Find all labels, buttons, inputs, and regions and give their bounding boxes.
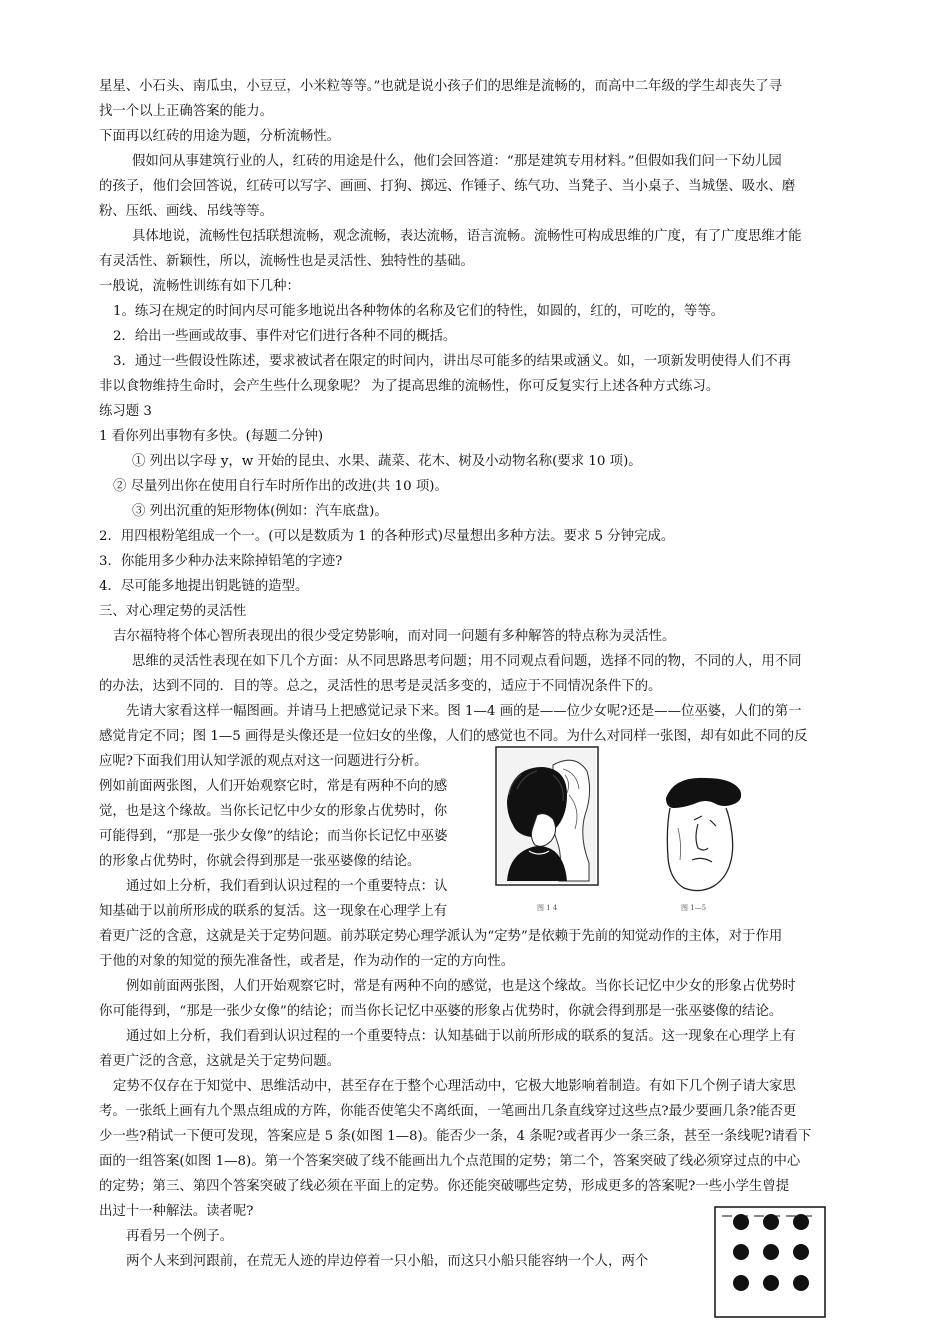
text-line: 通过如上分析，我们看到认识过程的一个重要特点：认 [126, 879, 448, 894]
text-line: 知基础于以前所形成的联系的复活。这一现象在心理学上有 [99, 904, 448, 919]
text-line: 1。练习在规定的时间内尽可能多地说出各种物体的名称及它们的特性，如圆的，红的，可吃的，等等。 [113, 304, 725, 319]
figure-head-seated-woman-illusion [654, 768, 750, 896]
text-line: 着更广泛的含意，这就是关于定势问题。前苏联定势心理学派认为“定势”是依赖于先前的知觉动作的主体，对于作用 [99, 929, 783, 944]
text-line: 1 看你列出事物有多快。(每题二分钟) [99, 429, 324, 444]
text-line: 考。一张纸上画有九个黑点组成的方阵，你能否使笔尖不离纸面，一笔画出几条直线穿过这些点?最少要画几条?能否更 [99, 1104, 797, 1119]
nine-dot [763, 1275, 779, 1291]
text-line: 先请大家看这样一幅图画。并请马上把感觉记录下来。图 1—4 画的是——位少女呢?还是——位巫婆，人们的第一 [126, 704, 802, 719]
nine-dot [763, 1214, 779, 1230]
text-line: 下面再以红砖的用途为题，分析流畅性。 [99, 129, 341, 144]
text-line: 吉尔福特将个体心智所表现出的很少受定势影响，而对同一问题有多种解答的特点称为灵活性。 [113, 629, 676, 644]
text-line: 例如前面两张图，人们开始观察它时，常是有两种不向的感觉，也是这个缘故。当你长记忆中少女的形象占优势时 [126, 979, 796, 994]
text-line: 具体地说，流畅性包括联想流畅，观念流畅，表达流畅，语言流畅。流畅性可构成思维的广度，有了广度思维才能 [132, 229, 802, 244]
figure-caption: 图 1 4 [537, 904, 558, 912]
text-line: 你可能得到，“那是一张少女像”的结论；而当你长记忆中巫婆的形象占优势时，你就会得到那是一张巫婆像的结论。 [99, 1004, 783, 1019]
text-line: 感觉肯定不同；图 1—5 画得是头像还是一位妇女的坐像，人们的感觉也不同。为什么对同样一张图，却有如此不同的反 [99, 729, 808, 744]
text-line: ① 列出以字母 y，w 开始的昆虫、水果、蔬菜、花木、树及小动物名称(要求 10 项)。 [132, 454, 642, 469]
figure-caption: 图 1—5 [681, 904, 707, 912]
text-line: 可能得到，“那是一张少女像”的结论；而当你长记忆中巫婆 [99, 829, 448, 844]
text-line: 少一些?稍试一下便可发现，答案应是 5 条(如图 1—8)。能否少一条，4 条呢?或者再少一条三条，甚至一条线呢?请看下 [99, 1129, 812, 1144]
nine-dot [793, 1275, 809, 1291]
text-line: 例如前面两张图，人们开始观察它时，常是有两种不向的感 [99, 779, 448, 794]
text-line: 3．你能用多少种办法来除掉铅笔的字迹? [99, 554, 343, 569]
text-line: 再看另一个例子。 [126, 1229, 234, 1244]
nine-dot [733, 1275, 749, 1291]
text-line: 的办法，达到不同的．目的等。总之，灵活性的思考是灵活多变的，适应于不同情况条件下的。 [99, 679, 662, 694]
text-line: 非以食物维持生命时，会产生些什么现象呢？ 为了提高思维的流畅性，你可反复实行上述各种方式练习。 [99, 379, 720, 394]
section-heading: 练习题 3 [99, 404, 152, 419]
text-line: 假如问从事建筑行业的人，红砖的用途是什么，他们会回答道：“那是建筑专用材料。”但假如我们问一下幼儿园 [132, 154, 782, 169]
nine-dot [793, 1214, 809, 1230]
text-line: 面的一组答案(如图 1—8)。第一个答案突破了线不能画出九个点范围的定势；第二个，答案突破了线必须穿过点的中心 [99, 1154, 801, 1169]
text-line: 出过十一种解法。读者呢? [99, 1204, 254, 1219]
text-line: 觉，也是这个缘故。当你长记忆中少女的形象占优势时，你 [99, 804, 448, 819]
nine-dot [733, 1214, 749, 1230]
figure-young-old-woman-illusion [493, 745, 601, 890]
text-line: 的定势；第三、第四个答案突破了线必须在平面上的定势。你还能突破哪些定势，形成更多的答案呢?一些小学生曾提 [99, 1179, 790, 1194]
text-line: 星星、小石头、南瓜虫，小豆豆，小米粒等等。”也就是说小孩子们的思维是流畅的，而高中二年级的学生却丧失了寻 [99, 79, 783, 94]
text-line: 一般说，流畅性训练有如下几种： [99, 279, 300, 294]
nine-dot [733, 1244, 749, 1260]
text-line: 有灵活性、新颖性，所以，流畅性也是灵活性、独特性的基础。 [99, 254, 474, 269]
figure-nine-dot-puzzle [714, 1206, 826, 1318]
text-line: 找一个以上正确答案的能力。 [99, 104, 274, 119]
text-line: 2．用四根粉笔组成一个一。(可以是数质为 1 的各种形式)尽量想出多种方法。要求 5 分钟完成。 [99, 529, 675, 544]
text-line: 2．给出一些画或故事、事件对它们进行各种不同的概括。 [113, 329, 457, 344]
text-line: 的孩子，他们会回答说，红砖可以写字、画画、打狗、掷远、作锤子、练气功、当凳子、当小桌子、当城堡、吸水、磨 [99, 179, 796, 194]
text-line: 4．尽可能多地提出钥匙链的造型。 [99, 579, 309, 594]
text-line: 着更广泛的含意，这就是关于定势问题。 [99, 1054, 341, 1069]
text-line: 定势不仅存在于知觉中、思维活动中，甚至存在于整个心理活动中，它极大地影响着制造。有如下几个例子请大家思 [113, 1079, 796, 1094]
nine-dot [763, 1244, 779, 1260]
text-line: 应呢?下面我们用认知学派的观点对这一问题进行分析。 [99, 754, 428, 769]
text-line: 通过如上分析，我们看到认识过程的一个重要特点：认知基础于以前所形成的联系的复活。这一现象在心理学上有 [126, 1029, 796, 1044]
text-line: 3．通过一些假设性陈述，要求被试者在限定的时间内，讲出尽可能多的结果或涵义。如，一项新发明使得人们不再 [113, 354, 792, 369]
text-line: 思维的灵活性表现在如下几个方面：从不同思路思考问题；用不同观点看问题，选择不同的物，不同的人，用不同 [132, 654, 802, 669]
text-line: 两个人来到河跟前，在荒无人迹的岸边停着一只小船，而这只小船只能容纳一个人，两个 [126, 1254, 649, 1269]
section-heading: 三、对心理定势的灵活性 [99, 604, 247, 619]
text-line: ② 尽量列出你在使用自行车时所作出的改进(共 10 项)。 [113, 479, 448, 494]
text-line: 粉、压纸、画线、吊线等等。 [99, 204, 274, 219]
text-line: 的形象占优势时，你就会得到那是一张巫婆像的结论。 [99, 854, 421, 869]
nine-dot [793, 1244, 809, 1260]
text-line: 于他的对象的知觉的预先准备性，或者是，作为动作的一定的方向性。 [99, 954, 515, 969]
text-line: ③ 列出沉重的矩形物体(例如：汽车底盘)。 [132, 504, 388, 519]
